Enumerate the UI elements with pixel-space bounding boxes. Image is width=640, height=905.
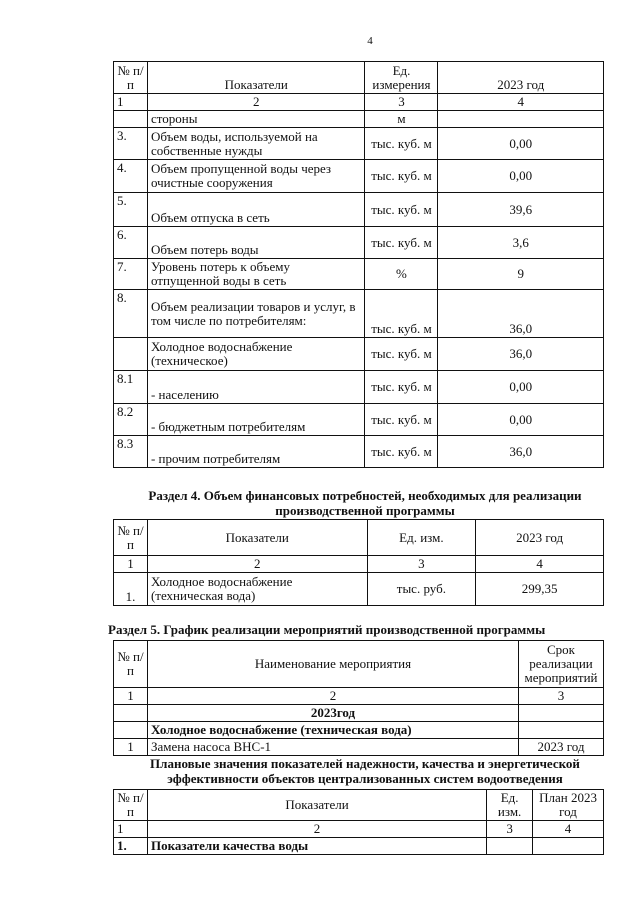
table-header-row	[114, 790, 604, 821]
col-num: 3	[487, 821, 533, 838]
row-value: 0,00	[438, 404, 604, 436]
row-name: Показатели качества воды	[147, 838, 486, 855]
row-unit: м	[365, 111, 438, 128]
header-term: Срок реализации мероприятий	[519, 641, 604, 688]
row-name: - бюджетным потребителям	[147, 404, 365, 436]
header-indicators: Показатели	[147, 520, 367, 556]
col-num: 4	[438, 94, 604, 111]
column-number-row	[114, 94, 604, 111]
row-unit: %	[365, 259, 438, 290]
row-value: 36,0	[438, 290, 604, 338]
row-number	[114, 338, 148, 371]
table-header-row	[114, 641, 604, 688]
section-4-title: Раздел 4. Объем финансовых потребностей, необходимых для реализации производственной программы	[148, 488, 582, 518]
col-num: 3	[365, 94, 438, 111]
col-num: 1	[114, 556, 148, 573]
year-row	[114, 705, 604, 722]
row-name: Замена насоса ВНС-1	[147, 739, 518, 756]
column-number-row	[114, 688, 604, 705]
row-number: 7.	[114, 259, 148, 290]
row-unit	[487, 838, 533, 855]
row-unit: тыс. куб. м	[365, 404, 438, 436]
table-header-row	[114, 62, 604, 94]
header-number: № п/п	[114, 790, 148, 821]
table-row	[114, 259, 604, 290]
header-unit: Ед. изм.	[367, 520, 476, 556]
row-number	[114, 111, 148, 128]
row-name: стороны	[147, 111, 365, 128]
row-name: Объем пропущенной воды через очистные сооружения	[147, 160, 365, 193]
header-number: № п/п	[114, 641, 148, 688]
table-row	[114, 227, 604, 259]
row-value: 9	[438, 259, 604, 290]
row-unit: тыс. куб. м	[365, 227, 438, 259]
activities-schedule-table	[113, 640, 604, 756]
row-number: 1	[114, 739, 148, 756]
row-value: 39,6	[438, 193, 604, 227]
row-name: Объем отпуска в сеть	[147, 193, 365, 227]
header-number: № п/п	[114, 62, 148, 94]
row-value: 0,00	[438, 128, 604, 160]
row-name: Объем воды, используемой на собственные нужды	[147, 128, 365, 160]
row-number: 8.1	[114, 371, 148, 404]
table-header-row	[114, 520, 604, 556]
header-year: 2023 год	[438, 62, 604, 94]
row-unit: тыс. куб. м	[365, 436, 438, 468]
table-row	[114, 160, 604, 193]
row-term: 2023 год	[519, 739, 604, 756]
row-unit: тыс. куб. м	[365, 290, 438, 338]
header-unit: Ед. измерения	[365, 62, 438, 94]
table-row	[114, 111, 604, 128]
col-num: 1	[114, 688, 148, 705]
header-indicators: Показатели	[147, 790, 486, 821]
row-value: 0,00	[438, 371, 604, 404]
table-row	[114, 290, 604, 338]
row-value: 36,0	[438, 436, 604, 468]
table-row	[114, 739, 604, 756]
row-number: 5.	[114, 193, 148, 227]
table-row	[114, 436, 604, 468]
row-unit: тыс. куб. м	[365, 193, 438, 227]
row-unit: тыс. куб. м	[365, 338, 438, 371]
table-row	[114, 838, 604, 855]
row-name: Объем реализации товаров и услуг, в том числе по потребителям:	[147, 290, 365, 338]
row-number: 1.	[114, 838, 148, 855]
row-unit: тыс. куб. м	[365, 128, 438, 160]
row-number: 8.2	[114, 404, 148, 436]
header-number: № п/п	[114, 520, 148, 556]
row-name: - прочим потребителям	[147, 436, 365, 468]
financial-needs-table	[113, 519, 604, 606]
col-num: 1	[114, 821, 148, 838]
col-num: 2	[147, 688, 518, 705]
page-number: 4	[367, 35, 373, 47]
column-number-row	[114, 821, 604, 838]
production-indicators-table	[113, 61, 604, 468]
row-unit: тыс. куб. м	[365, 160, 438, 193]
col-num: 1	[114, 94, 148, 111]
header-plan: План 2023 год	[533, 790, 604, 821]
row-unit: тыс. куб. м	[365, 371, 438, 404]
header-activity: Наименование мероприятия	[147, 641, 518, 688]
header-year: 2023 год	[476, 520, 604, 556]
row-value	[533, 838, 604, 855]
col-num: 2	[147, 94, 365, 111]
planned-values-table	[113, 789, 604, 855]
group-label: Холодное водоснабжение (техническая вода)	[147, 722, 518, 739]
column-number-row	[114, 556, 604, 573]
table-row	[114, 193, 604, 227]
row-unit: тыс. руб.	[367, 573, 476, 606]
table-row	[114, 338, 604, 371]
row-number: 4.	[114, 160, 148, 193]
row-name: Холодное водоснабжение (техническая вода)	[147, 573, 367, 606]
section-6-title: Плановые значения показателей надежности, качества и энергетической эффективности объектов централизованных систем водоотведения	[150, 756, 580, 786]
col-num: 3	[367, 556, 476, 573]
table-row	[114, 404, 604, 436]
col-num: 3	[519, 688, 604, 705]
row-value: 3,6	[438, 227, 604, 259]
section-5-title: Раздел 5. График реализации мероприятий производственной программы	[108, 622, 546, 637]
row-number: 8.	[114, 290, 148, 338]
row-number: 6.	[114, 227, 148, 259]
row-number: 1.	[114, 573, 148, 606]
col-num: 4	[533, 821, 604, 838]
row-value	[438, 111, 604, 128]
row-value: 299,35	[476, 573, 604, 606]
table-row	[114, 128, 604, 160]
row-name: Объем потерь воды	[147, 227, 365, 259]
col-num: 2	[147, 556, 367, 573]
row-name: Уровень потерь к объему отпущенной воды в сеть	[147, 259, 365, 290]
row-name: - населению	[147, 371, 365, 404]
col-num: 4	[476, 556, 604, 573]
row-value: 36,0	[438, 338, 604, 371]
header-indicators: Показатели	[147, 62, 365, 94]
table-row	[114, 573, 604, 606]
group-row	[114, 722, 604, 739]
year-label: 2023год	[147, 705, 518, 722]
row-number: 8.3	[114, 436, 148, 468]
row-name: Холодное водоснабжение (техническое)	[147, 338, 365, 371]
header-unit: Ед. изм.	[487, 790, 533, 821]
table-row	[114, 371, 604, 404]
col-num: 2	[147, 821, 486, 838]
row-number: 3.	[114, 128, 148, 160]
row-value: 0,00	[438, 160, 604, 193]
